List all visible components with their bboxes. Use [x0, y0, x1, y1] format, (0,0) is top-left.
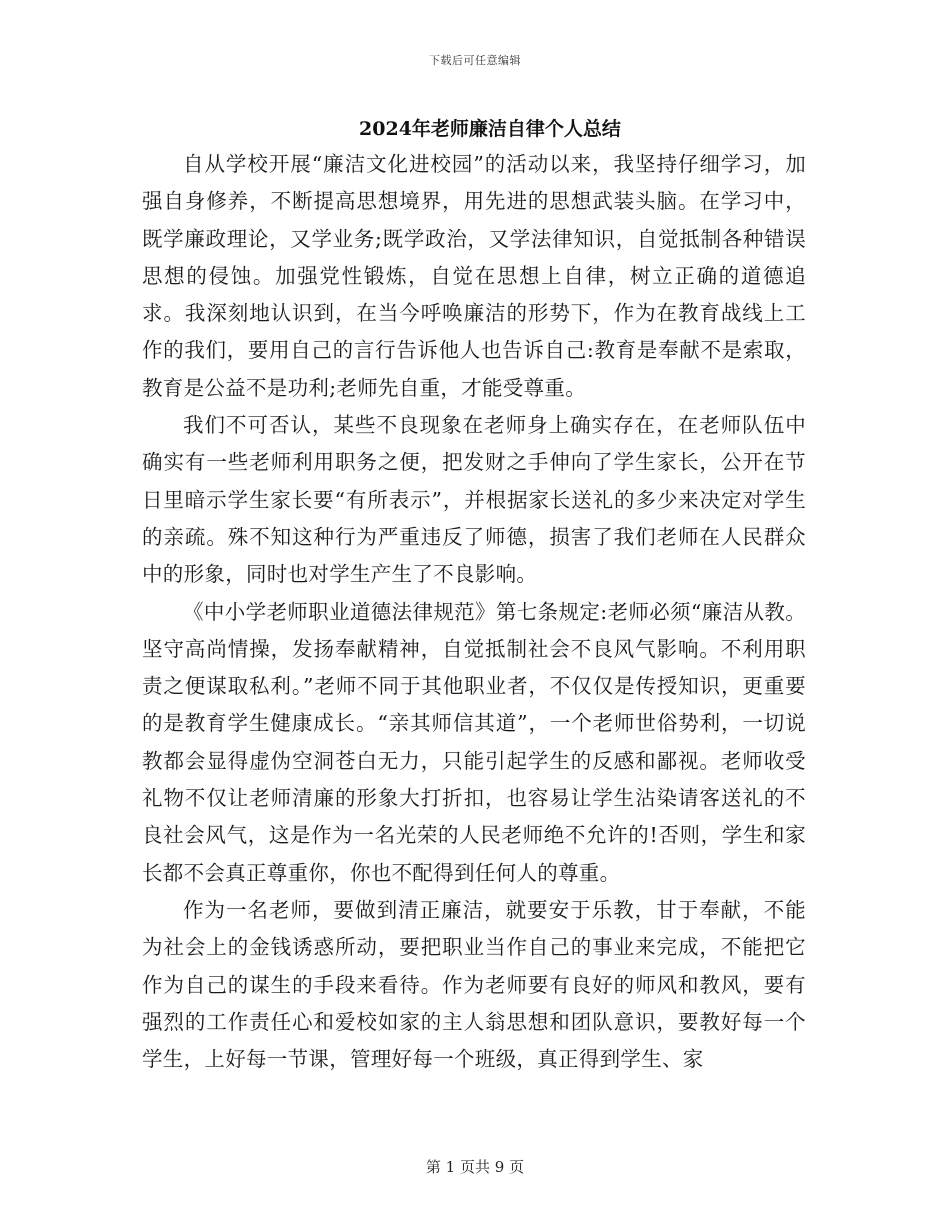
header-note: 下载后可任意编辑: [429, 54, 521, 67]
document-body: [142, 146, 806, 1078]
page-indicator: 第 1 页共 9 页: [425, 1158, 525, 1176]
paragraph: 《中小学老师职业道德法律规范》第七条规定:老师必须“廉洁从教。坚守高尚情操，发扬奉献精神，自觉抵制社会不良风气影响。不利用职责之便谋取私利。”老师不同于其他职业者，不仅仅是传授知识，更重要的是教育学生健康成长。“亲其师信其道”，一个老师世俗势利，一切说教都会显得虚伪空洞苍白无力，只能引起学生的反感和鄙视。老师收受礼物不仅让老师清廉的形象大打折扣，也容易让学生沾染请客送礼的不良社会风气，这是作为一名光荣的人民老师绝不允许的!否则，学生和家长都不会真正尊重你，你也不配得到任何人的尊重。: [142, 599, 806, 885]
paragraph: 自从学校开展“廉洁文化进校园”的活动以来，我坚持仔细学习，加强自身修养，不断提高思想境界，用先进的思想武装头脑。在学习中，既学廉政理论，又学业务;既学政治，又学法律知识，自觉抵制各种错误思想的侵蚀。加强党性锻炼，自觉在思想上自律，树立正确的道德追求。我深刻地认识到，在当今呼唤廉洁的形势下，作为在教育战线上工作的我们，要用自己的言行告诉他人也告诉自己:教育是奉献不是索取，教育是公益不是功利;老师先自重，才能受尊重。: [142, 152, 806, 400]
document-title: 2024年老师廉洁自律个人总结: [359, 118, 621, 140]
paragraph: 作为一名老师，要做到清正廉洁，就要安于乐教，甘于奉献，不能为社会上的金钱诱惑所动，要把职业当作自己的事业来完成，不能把它作为自己的谋生的手段来看待。作为老师要有良好的师风和教风，要有强烈的工作责任心和爱校如家的主人翁思想和团队意识，要教好每一个学生，上好每一节课，管理好每一个班级，真正得到学生、家: [142, 897, 806, 1072]
paragraph: 我们不可否认，某些不良现象在老师身上确实存在，在老师队伍中确实有一些老师利用职务之便，把发财之手伸向了学生家长，公开在节日里暗示学生家长要“有所表示”，并根据家长送礼的多少来决定对学生的亲疏。殊不知这种行为严重违反了师德，损害了我们老师在人民群众中的形象，同时也对学生产生了不良影响。: [142, 413, 806, 587]
